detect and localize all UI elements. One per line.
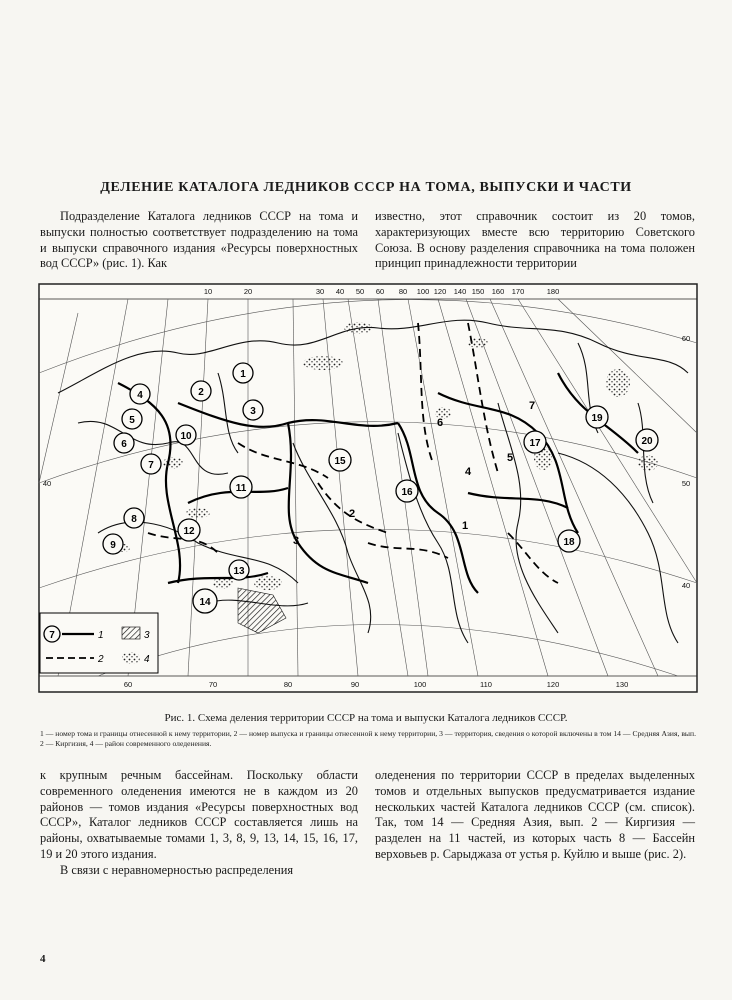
volume-marker xyxy=(191,381,211,401)
svg-text:12: 12 xyxy=(183,526,195,537)
svg-text:3: 3 xyxy=(144,630,150,641)
svg-text:5: 5 xyxy=(129,415,135,426)
map-legend xyxy=(40,613,158,673)
svg-text:2: 2 xyxy=(198,387,204,398)
volume-marker xyxy=(193,589,217,613)
volume-marker xyxy=(176,425,196,445)
tick-top: 150 xyxy=(471,287,485,296)
tick-right: 60 xyxy=(681,334,691,343)
tick-bottom: 80 xyxy=(283,680,293,689)
tick-top: 20 xyxy=(243,287,253,296)
svg-text:15: 15 xyxy=(334,456,346,467)
tick-top: 140 xyxy=(453,287,467,296)
issue-number: 7 xyxy=(528,400,536,412)
paragraph: оледенения по территории СССР в пределах выделенных томов и отдельных выпусков предусматривается издание нескольких частей Каталога ледников СССР (см. список). Так, том 14 — Средняя Азия, вып. 2 — Киргизия — разделен на 11 частей, из которых часть 8 — Бассейн верховьев р. Сарыджаза от устья р. Куйлю и выше (рис. 2). xyxy=(375,768,695,861)
svg-text:18: 18 xyxy=(563,537,575,548)
tick-top: 80 xyxy=(398,287,408,296)
tick-bottom: 90 xyxy=(350,680,360,689)
figure-caption: Рис. 1. Схема деления территории СССР на тома и выпуски Каталога ледников СССР. xyxy=(164,712,568,724)
volume-marker xyxy=(558,530,580,552)
paragraph: В связи с неравномерностью распределения xyxy=(60,862,294,877)
volume-marker xyxy=(329,449,351,471)
issue-number: 6 xyxy=(436,417,444,429)
paragraph: Подразделение Каталога ледников СССР на тома и выпуски полностью соответствует подразделению на тома и выпуски справочного издания «Ресурсы поверхностных вод СССР» (рис. 1). Как xyxy=(40,209,358,271)
svg-text:6: 6 xyxy=(121,439,127,450)
volume-marker xyxy=(122,409,142,429)
tick-bottom: 130 xyxy=(615,680,629,689)
page-number: 4 xyxy=(40,953,46,965)
svg-text:7: 7 xyxy=(148,460,154,471)
tick-top: 180 xyxy=(546,287,560,296)
text-column-top-left xyxy=(40,209,358,272)
tick-bottom: 60 xyxy=(123,680,133,689)
text-column-bottom-right xyxy=(375,768,695,863)
tick-top: 120 xyxy=(433,287,447,296)
volume-marker xyxy=(243,400,263,420)
page-title: ДЕЛЕНИЕ КАТАЛОГА ЛЕДНИКОВ СССР НА ТОМА, ВЫПУСКИ И ЧАСТИ xyxy=(100,180,632,195)
svg-text:13: 13 xyxy=(233,566,245,577)
svg-text:3: 3 xyxy=(250,406,256,417)
svg-text:8: 8 xyxy=(131,514,137,525)
volume-marker xyxy=(141,454,161,474)
tick-right: 50 xyxy=(681,479,691,488)
svg-text:4: 4 xyxy=(144,654,150,665)
tick-top: 170 xyxy=(511,287,525,296)
tick-bottom: 100 xyxy=(413,680,427,689)
tick-top: 60 xyxy=(375,287,385,296)
volume-marker xyxy=(524,431,546,453)
ussr-division-map xyxy=(38,283,698,693)
svg-text:2: 2 xyxy=(98,654,104,665)
tick-top: 100 xyxy=(416,287,430,296)
svg-text:11: 11 xyxy=(235,483,247,494)
svg-text:20: 20 xyxy=(641,436,653,447)
issue-number: 1 xyxy=(461,520,469,532)
tick-top: 40 xyxy=(335,287,345,296)
svg-text:14: 14 xyxy=(199,597,211,608)
issue-number: 3 xyxy=(292,535,300,547)
svg-text:16: 16 xyxy=(401,487,413,498)
svg-text:4: 4 xyxy=(137,390,143,401)
issue-number: 4 xyxy=(464,466,472,478)
text-column-bottom-left xyxy=(40,768,358,879)
figure-legend-text: 1 — номер тома и границы отнесенной к нему территории, 2 — номер выпуска и границы отнесенной к нему территории, 3 — территория, сведения о которой включены в том 14 — Средняя Азия, вып. 2 — Киргизия, 4 — район современного оледенения. xyxy=(40,729,696,748)
tick-top: 160 xyxy=(491,287,505,296)
svg-text:10: 10 xyxy=(180,431,192,442)
paragraph: известно, этот справочник состоит из 20 томов, характеризующих вместе всю территорию Советского Союза. В основу разделения справочника на тома положен принцип принадлежности территории xyxy=(375,209,695,271)
tick-right: 40 xyxy=(681,581,691,590)
svg-text:1: 1 xyxy=(98,630,104,641)
tick-bottom: 110 xyxy=(480,680,492,689)
volume-marker xyxy=(396,480,418,502)
volume-marker xyxy=(178,519,200,541)
svg-text:7: 7 xyxy=(49,630,55,641)
tick-left: 40 xyxy=(42,479,52,488)
svg-text:17: 17 xyxy=(529,438,541,449)
tick-bottom: 120 xyxy=(546,680,560,689)
tick-bottom: 70 xyxy=(208,680,218,689)
paragraph: к крупным речным бассейнам. Поскольку области современного оледенения имеются не в каждом из 20 районов — томов издания «Ресурсы поверхностных вод СССР», Каталог ледников СССР составляется лишь на районы, охватываемые томами 1, 3, 8, 9, 13, 14, 15, 16, 17, 19 и 20 этого издания. xyxy=(40,768,358,861)
volume-marker xyxy=(130,384,150,404)
volume-marker xyxy=(233,363,253,383)
volume-marker xyxy=(103,534,123,554)
issue-number: 5 xyxy=(506,452,514,464)
tick-top: 30 xyxy=(315,287,325,296)
text-column-top-right xyxy=(375,209,695,272)
svg-text:19: 19 xyxy=(591,413,603,424)
volume-marker xyxy=(114,433,134,453)
svg-text:1: 1 xyxy=(240,369,246,380)
volume-marker xyxy=(636,429,658,451)
issue-number: 2 xyxy=(348,508,356,520)
volume-marker xyxy=(586,406,608,428)
tick-top: 50 xyxy=(355,287,365,296)
tick-top: 10 xyxy=(203,287,213,296)
volume-marker xyxy=(124,508,144,528)
volume-marker xyxy=(229,560,249,580)
svg-text:9: 9 xyxy=(110,540,116,551)
volume-marker xyxy=(230,476,252,498)
